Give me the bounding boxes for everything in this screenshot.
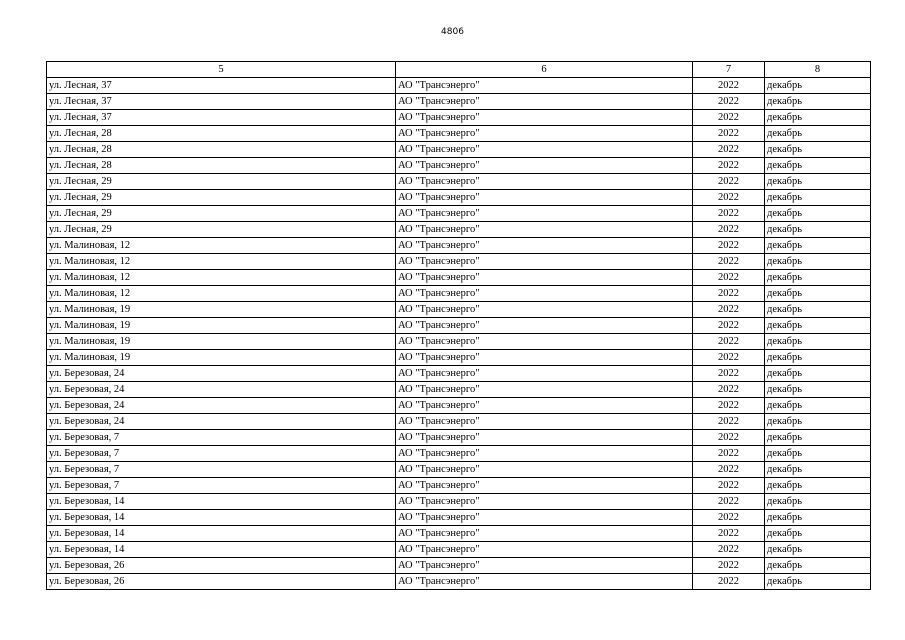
month-cell: декабрь [765, 286, 871, 302]
address-cell: ул. Березовая, 7 [47, 462, 396, 478]
address-cell: ул. Малиновая, 12 [47, 286, 396, 302]
page-number: 4806 [441, 27, 464, 37]
month-cell: декабрь [765, 318, 871, 334]
table-row [47, 574, 871, 590]
year-cell: 2022 [693, 222, 765, 238]
year-cell: 2022 [693, 430, 765, 446]
month-cell: декабрь [765, 238, 871, 254]
year-cell: 2022 [693, 510, 765, 526]
organization-cell: АО "Трансэнерго" [396, 110, 693, 126]
organization-cell: АО "Трансэнерго" [396, 254, 693, 270]
organization-cell: АО "Трансэнерго" [396, 174, 693, 190]
month-cell: декабрь [765, 574, 871, 590]
address-cell: ул. Березовая, 7 [47, 446, 396, 462]
year-cell: 2022 [693, 334, 765, 350]
table-row [47, 238, 871, 254]
organization-cell: АО "Трансэнерго" [396, 190, 693, 206]
address-cell: ул. Малиновая, 19 [47, 350, 396, 366]
organization-cell: АО "Трансэнерго" [396, 142, 693, 158]
organization-cell: АО "Трансэнерго" [396, 446, 693, 462]
table-row [47, 126, 871, 142]
table-row [47, 222, 871, 238]
address-cell: ул. Лесная, 28 [47, 126, 396, 142]
table-row [47, 446, 871, 462]
year-cell: 2022 [693, 318, 765, 334]
organization-cell: АО "Трансэнерго" [396, 206, 693, 222]
organization-cell: АО "Трансэнерго" [396, 334, 693, 350]
address-cell: ул. Березовая, 24 [47, 366, 396, 382]
month-cell: декабрь [765, 94, 871, 110]
table-row [47, 318, 871, 334]
table-row [47, 398, 871, 414]
month-cell: декабрь [765, 270, 871, 286]
month-cell: декабрь [765, 446, 871, 462]
year-cell: 2022 [693, 254, 765, 270]
table-row [47, 526, 871, 542]
table-row [47, 366, 871, 382]
year-cell: 2022 [693, 78, 765, 94]
address-cell: ул. Малиновая, 19 [47, 302, 396, 318]
month-cell: декабрь [765, 462, 871, 478]
year-cell: 2022 [693, 206, 765, 222]
year-cell: 2022 [693, 382, 765, 398]
address-cell: ул. Малиновая, 12 [47, 238, 396, 254]
table-row [47, 270, 871, 286]
table-row [47, 190, 871, 206]
table-row [47, 462, 871, 478]
year-cell: 2022 [693, 302, 765, 318]
organization-cell: АО "Трансэнерго" [396, 382, 693, 398]
year-cell: 2022 [693, 126, 765, 142]
month-cell: декабрь [765, 206, 871, 222]
organization-cell: АО "Трансэнерго" [396, 270, 693, 286]
table-row [47, 494, 871, 510]
address-cell: ул. Березовая, 26 [47, 574, 396, 590]
organization-cell: АО "Трансэнерго" [396, 478, 693, 494]
address-cell: ул. Лесная, 28 [47, 158, 396, 174]
organization-cell: АО "Трансэнерго" [396, 78, 693, 94]
organization-cell: АО "Трансэнерго" [396, 398, 693, 414]
address-cell: ул. Малиновая, 19 [47, 334, 396, 350]
table-row [47, 510, 871, 526]
table-row [47, 142, 871, 158]
year-cell: 2022 [693, 238, 765, 254]
year-cell: 2022 [693, 446, 765, 462]
address-cell: ул. Малиновая, 12 [47, 270, 396, 286]
organization-cell: АО "Трансэнерго" [396, 158, 693, 174]
table-row [47, 478, 871, 494]
organization-cell: АО "Трансэнерго" [396, 558, 693, 574]
header-row [47, 62, 871, 78]
address-cell: ул. Березовая, 24 [47, 414, 396, 430]
month-cell: декабрь [765, 126, 871, 142]
column-header-7: 7 [693, 62, 765, 78]
year-cell: 2022 [693, 270, 765, 286]
month-cell: декабрь [765, 430, 871, 446]
table-row [47, 350, 871, 366]
year-cell: 2022 [693, 174, 765, 190]
column-header-6: 6 [396, 62, 693, 78]
address-cell: ул. Березовая, 14 [47, 542, 396, 558]
table-row [47, 78, 871, 94]
address-cell: ул. Березовая, 7 [47, 430, 396, 446]
table-row [47, 174, 871, 190]
month-cell: декабрь [765, 510, 871, 526]
month-cell: декабрь [765, 142, 871, 158]
year-cell: 2022 [693, 142, 765, 158]
year-cell: 2022 [693, 94, 765, 110]
month-cell: декабрь [765, 398, 871, 414]
address-cell: ул. Березовая, 14 [47, 510, 396, 526]
organization-cell: АО "Трансэнерго" [396, 526, 693, 542]
organization-cell: АО "Трансэнерго" [396, 366, 693, 382]
table-row [47, 206, 871, 222]
column-header-8: 8 [765, 62, 871, 78]
month-cell: декабрь [765, 542, 871, 558]
table-row [47, 414, 871, 430]
address-cell: ул. Малиновая, 12 [47, 254, 396, 270]
address-cell: ул. Лесная, 29 [47, 190, 396, 206]
table-row [47, 286, 871, 302]
address-cell: ул. Березовая, 14 [47, 526, 396, 542]
address-cell: ул. Лесная, 28 [47, 142, 396, 158]
month-cell: декабрь [765, 350, 871, 366]
year-cell: 2022 [693, 158, 765, 174]
month-cell: декабрь [765, 222, 871, 238]
table-row [47, 334, 871, 350]
month-cell: декабрь [765, 302, 871, 318]
month-cell: декабрь [765, 190, 871, 206]
organization-cell: АО "Трансэнерго" [396, 542, 693, 558]
address-cell: ул. Березовая, 14 [47, 494, 396, 510]
year-cell: 2022 [693, 350, 765, 366]
month-cell: декабрь [765, 526, 871, 542]
year-cell: 2022 [693, 398, 765, 414]
table-row [47, 430, 871, 446]
month-cell: декабрь [765, 478, 871, 494]
month-cell: декабрь [765, 254, 871, 270]
address-cell: ул. Березовая, 26 [47, 558, 396, 574]
organization-cell: АО "Трансэнерго" [396, 510, 693, 526]
year-cell: 2022 [693, 286, 765, 302]
year-cell: 2022 [693, 542, 765, 558]
organization-cell: АО "Трансэнерго" [396, 318, 693, 334]
month-cell: декабрь [765, 174, 871, 190]
year-cell: 2022 [693, 414, 765, 430]
year-cell: 2022 [693, 574, 765, 590]
year-cell: 2022 [693, 478, 765, 494]
year-cell: 2022 [693, 526, 765, 542]
organization-cell: АО "Трансэнерго" [396, 414, 693, 430]
year-cell: 2022 [693, 366, 765, 382]
year-cell: 2022 [693, 494, 765, 510]
address-cell: ул. Березовая, 24 [47, 382, 396, 398]
organization-cell: АО "Трансэнерго" [396, 238, 693, 254]
month-cell: декабрь [765, 110, 871, 126]
organization-cell: АО "Трансэнерго" [396, 494, 693, 510]
organization-cell: АО "Трансэнерго" [396, 430, 693, 446]
address-cell: ул. Березовая, 7 [47, 478, 396, 494]
table-row [47, 302, 871, 318]
month-cell: декабрь [765, 494, 871, 510]
organization-cell: АО "Трансэнерго" [396, 222, 693, 238]
organization-cell: АО "Трансэнерго" [396, 350, 693, 366]
month-cell: декабрь [765, 382, 871, 398]
month-cell: декабрь [765, 334, 871, 350]
year-cell: 2022 [693, 190, 765, 206]
table-row [47, 94, 871, 110]
table-row [47, 158, 871, 174]
organization-cell: АО "Трансэнерго" [396, 302, 693, 318]
table-row [47, 254, 871, 270]
address-cell: ул. Лесная, 37 [47, 78, 396, 94]
address-cell: ул. Лесная, 37 [47, 94, 396, 110]
address-cell: ул. Лесная, 37 [47, 110, 396, 126]
schedule-table [46, 61, 871, 590]
year-cell: 2022 [693, 462, 765, 478]
month-cell: декабрь [765, 366, 871, 382]
address-cell: ул. Лесная, 29 [47, 206, 396, 222]
table-row [47, 542, 871, 558]
month-cell: декабрь [765, 558, 871, 574]
table-row [47, 382, 871, 398]
organization-cell: АО "Трансэнерго" [396, 126, 693, 142]
organization-cell: АО "Трансэнерго" [396, 574, 693, 590]
month-cell: декабрь [765, 78, 871, 94]
organization-cell: АО "Трансэнерго" [396, 286, 693, 302]
table-row [47, 110, 871, 126]
address-cell: ул. Лесная, 29 [47, 222, 396, 238]
year-cell: 2022 [693, 110, 765, 126]
table-body [47, 78, 871, 590]
address-cell: ул. Лесная, 29 [47, 174, 396, 190]
table-row [47, 558, 871, 574]
month-cell: декабрь [765, 158, 871, 174]
organization-cell: АО "Трансэнерго" [396, 462, 693, 478]
address-cell: ул. Березовая, 24 [47, 398, 396, 414]
year-cell: 2022 [693, 558, 765, 574]
table-header [47, 62, 871, 78]
organization-cell: АО "Трансэнерго" [396, 94, 693, 110]
month-cell: декабрь [765, 414, 871, 430]
address-cell: ул. Малиновая, 19 [47, 318, 396, 334]
column-header-5: 5 [47, 62, 396, 78]
